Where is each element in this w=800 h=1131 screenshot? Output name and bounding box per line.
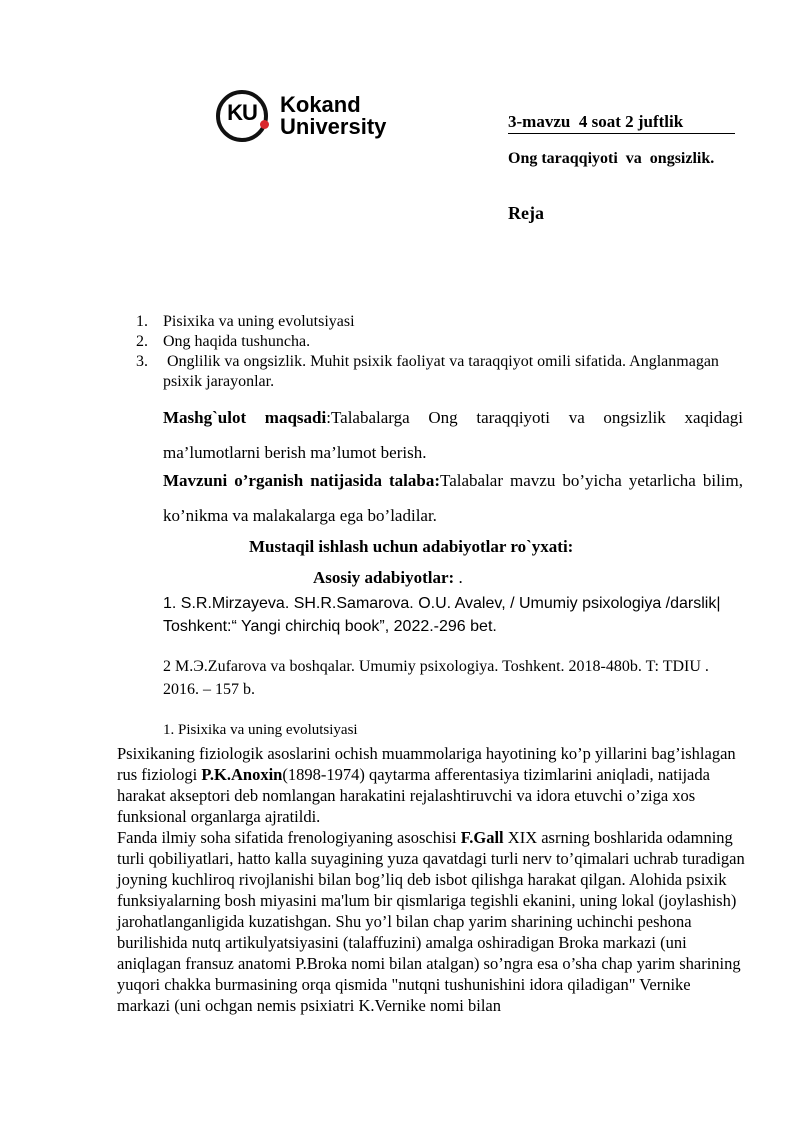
learning-outcome-text: Talabalar mavzu bo’yicha yetarlicha bilim, ko’nikma va malakalarga ega bo’ladilar.: [163, 471, 743, 525]
plan-item-number: 1.: [136, 313, 148, 330]
basic-literature-label: Asosiy adabiyotlar:: [313, 568, 455, 587]
logo-wordmark: [280, 94, 386, 138]
plan-item: [136, 312, 736, 332]
body-paragraph: [117, 743, 747, 827]
logo-mark: KU: [227, 100, 257, 125]
plan-item-text: Pisixika va uning evolutsiyasi: [163, 313, 355, 330]
logo-line-1: Kokand: [280, 92, 361, 117]
body-text: (1898-1974) qaytarma afferentasiya tizimlarini aniqladi, natijada harakat akseptori deb nomlangan harakatini rejalashtiruvchi va idora etuvchi o’ziga xos funksional organlarga ajratildi.: [117, 765, 710, 826]
logo-line-2: University: [280, 114, 387, 139]
learning-outcome: [163, 463, 743, 533]
body-bold-name: P.K.Anoxin: [201, 765, 283, 784]
plan-item-number: 2.: [136, 333, 148, 350]
section-body: [117, 743, 747, 1016]
logo-accent-dot: [260, 120, 269, 129]
lesson-goal: [163, 400, 743, 470]
learning-outcome-label: Mavzuni o’rganish natijasida talaba:: [163, 471, 441, 490]
kokand-university-logo: [216, 90, 416, 142]
plan-item-text: Ong haqida tushuncha.: [163, 333, 311, 350]
body-text: XIX asrning boshlarida odamning turli qobiliyatlari, hatto kalla suyagining yuza qavatdagi turli nerv to’qimalari uchrab turadigan joyning kuchliroq rivojlanishi bilan bog’liq deb isbot qilishga harakat qilgan. Alohida psixik funksiyalarning bosh miyasini ma'lum bir qismlariga tegishli ekanini, uning lokal (joylashish) jarohatlanganligida kuzatishgan. Shu yo’l bilan chap yarim sharining uchinchi peshona burilishida nutq artikulyatsiyasini (talaffuzini) amalga oshiradigan Broka markazi (uni aniqlagan fransuz anatomi P.Broka nomi bilan atalgan) so’ngra esa o’sha chap yarim sharining yuqori chakka burmasining orqa qismida "nutqni tushunishini idora qiladigan" Vernike markazi (uni ochgan nemis psixiatri K.Vernike nomi bilan: [117, 828, 745, 1015]
literature-heading: Mustaqil ishlash uchun adabiyotlar ro`yxati:: [249, 537, 574, 556]
topic-title: 3-mavzu 4 soat 2 juftlik: [508, 112, 684, 131]
lesson-goal-text: :Talabalarga Ong taraqqiyoti va ongsizlik xaqidagi ma’lumotlarni berish ma’lumot berish.: [163, 408, 743, 462]
topic-subtitle: Ong taraqqiyoti va ongsizlik.: [508, 150, 715, 167]
topic-underline: [508, 133, 735, 134]
basic-literature-heading: [313, 568, 463, 588]
plan-list: [136, 312, 736, 392]
literature-item: 1. S.R.Mirzayeva. SH.R.Samarova. O.U. Avalev, / Umumiy psixologiya /darslik| Toshkent:“ Yangi chirchiq book”, 2022.-296 bet.: [163, 595, 721, 635]
body-paragraph: [117, 827, 747, 1016]
basic-literature-suffix: .: [454, 568, 463, 587]
body-bold-name: F.Gall: [460, 828, 504, 847]
literature-item: 2 М.Э.Zufarova va boshqalar. Umumiy psixologiya. Toshkent. 2018-480b. T: TDIU . 2016. – 157 b.: [163, 658, 709, 698]
plan-item-number: 3.: [136, 353, 148, 370]
section-title: 1. Pisixika va uning evolutsiyasi: [163, 722, 358, 738]
body-text: Psixikaning fiziologik asoslarini ochish muammolariga hayotining ko’p yillarini bag’ishlagan rus fiziologi: [117, 744, 736, 784]
body-text: Fanda ilmiy soha sifatida frenologiyaning asoschisi: [117, 828, 461, 847]
lesson-goal-label: Mashg`ulot maqsadi: [163, 408, 327, 427]
plan-heading: Reja: [508, 203, 544, 223]
plan-item: [136, 332, 736, 352]
plan-item: [136, 352, 736, 392]
plan-item-text: Onglilik va ongsizlik. Muhit psixik faoliyat va taraqqiyot omili sifatida. Anglanmagan psixik jarayonlar.: [163, 353, 723, 390]
